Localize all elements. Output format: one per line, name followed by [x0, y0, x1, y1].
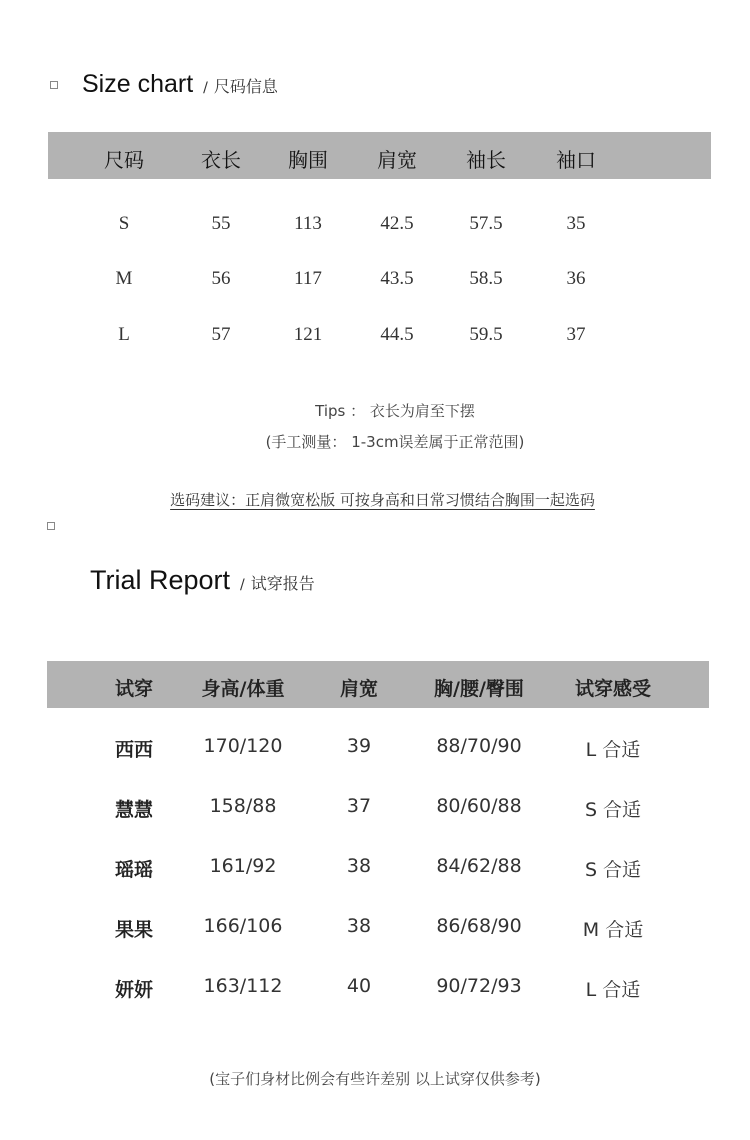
- trial-report-title-cn: 试穿报告: [250, 574, 315, 593]
- size-table-header: 肩宽: [377, 148, 417, 172]
- bullet-icon: [50, 81, 58, 89]
- trial-tester-name: 瑶瑶: [114, 859, 154, 881]
- trial-table-header: 试穿感受: [574, 678, 652, 700]
- size-table-cell: 55: [211, 213, 231, 234]
- trial-table-header: 胸/腰/臀围: [434, 678, 524, 700]
- measure-note: (手工测量： 1-3cm误差属于正常范围): [265, 433, 525, 451]
- size-table-header: 袖长: [466, 148, 506, 172]
- size-table-cell: 117: [294, 268, 322, 289]
- trial-tester-name: 妍妍: [114, 979, 154, 1001]
- trial-table-cell: 90/72/93: [436, 975, 522, 997]
- size-chart-title-en: Size chart: [82, 70, 194, 98]
- size-table-cell: 56: [211, 268, 231, 289]
- trial-table-cell: S 合适: [584, 799, 642, 821]
- title-separator: /: [240, 577, 245, 593]
- trial-table-header: 试穿: [114, 678, 154, 700]
- trial-table-cell: 84/62/88: [436, 855, 522, 877]
- size-advice-text: 选码建议：正肩微宽松版 可按身高和日常习惯结合胸围一起选码: [170, 491, 595, 509]
- trial-tester-name: 西西: [114, 739, 154, 761]
- trial-table-cell: L 合适: [585, 979, 641, 1001]
- trial-table-cell: 161/92: [209, 855, 277, 877]
- size-table-cell: 36: [566, 268, 586, 289]
- trial-table-cell: 170/120: [203, 735, 283, 757]
- size-table-cell: 43.5: [380, 268, 414, 289]
- size-table-cell: S: [118, 213, 130, 234]
- tips-line: Tips ： 衣长为肩至下摆: [315, 402, 475, 420]
- size-table-header: 尺码: [104, 148, 144, 172]
- trial-table-cell: 37: [346, 795, 372, 817]
- trial-table-cell: 38: [346, 855, 372, 877]
- size-chart-title: [82, 70, 278, 99]
- trial-table-cell: 163/112: [203, 975, 283, 997]
- size-table-cell: 121: [293, 324, 323, 345]
- trial-table-cell: 38: [346, 915, 372, 937]
- size-table-header: 袖口: [556, 148, 596, 172]
- trial-table-cell: 40: [346, 975, 372, 997]
- trial-tester-name: 果果: [114, 919, 154, 941]
- trial-report-title-en: Trial Report: [90, 565, 231, 595]
- trial-table-cell: M 合适: [582, 919, 644, 941]
- size-table-cell: M: [115, 268, 133, 289]
- size-table-cell: 57: [211, 324, 231, 345]
- size-chart-title-cn: 尺码信息: [213, 77, 278, 96]
- size-advice: [0, 489, 750, 510]
- trial-table-header: 肩宽: [339, 678, 379, 700]
- size-table-cell: 58.5: [469, 268, 503, 289]
- size-table-cell: 44.5: [380, 324, 414, 345]
- size-table-cell: 35: [566, 213, 586, 234]
- size-table-cell: 113: [294, 213, 322, 234]
- size-table-header: 胸围: [288, 148, 328, 172]
- size-table-header: 衣长: [201, 148, 241, 172]
- bullet-icon: [47, 522, 55, 530]
- trial-table-cell: 166/106: [203, 915, 283, 937]
- size-table-cell: 59.5: [469, 324, 503, 345]
- size-table-cell: 37: [566, 324, 586, 345]
- trial-table-cell: 88/70/90: [436, 735, 522, 757]
- trial-footer-note: (宝子们身材比例会有些许差别 以上试穿仅供参考): [209, 1070, 541, 1088]
- size-table-cell: L: [118, 324, 130, 345]
- trial-table-cell: 86/68/90: [436, 915, 522, 937]
- trial-table-cell: S 合适: [584, 859, 642, 881]
- trial-tester-name: 慧慧: [114, 799, 154, 821]
- trial-table-cell: 39: [346, 735, 372, 757]
- size-table-cell: 57.5: [469, 213, 503, 234]
- trial-table-cell: 80/60/88: [436, 795, 522, 817]
- trial-report-title: [90, 565, 315, 596]
- title-separator: /: [203, 80, 208, 96]
- trial-table-cell: 158/88: [209, 795, 277, 817]
- size-table-cell: 42.5: [380, 213, 414, 234]
- trial-table-cell: L 合适: [585, 739, 641, 761]
- trial-table-header: 身高/体重: [201, 678, 285, 700]
